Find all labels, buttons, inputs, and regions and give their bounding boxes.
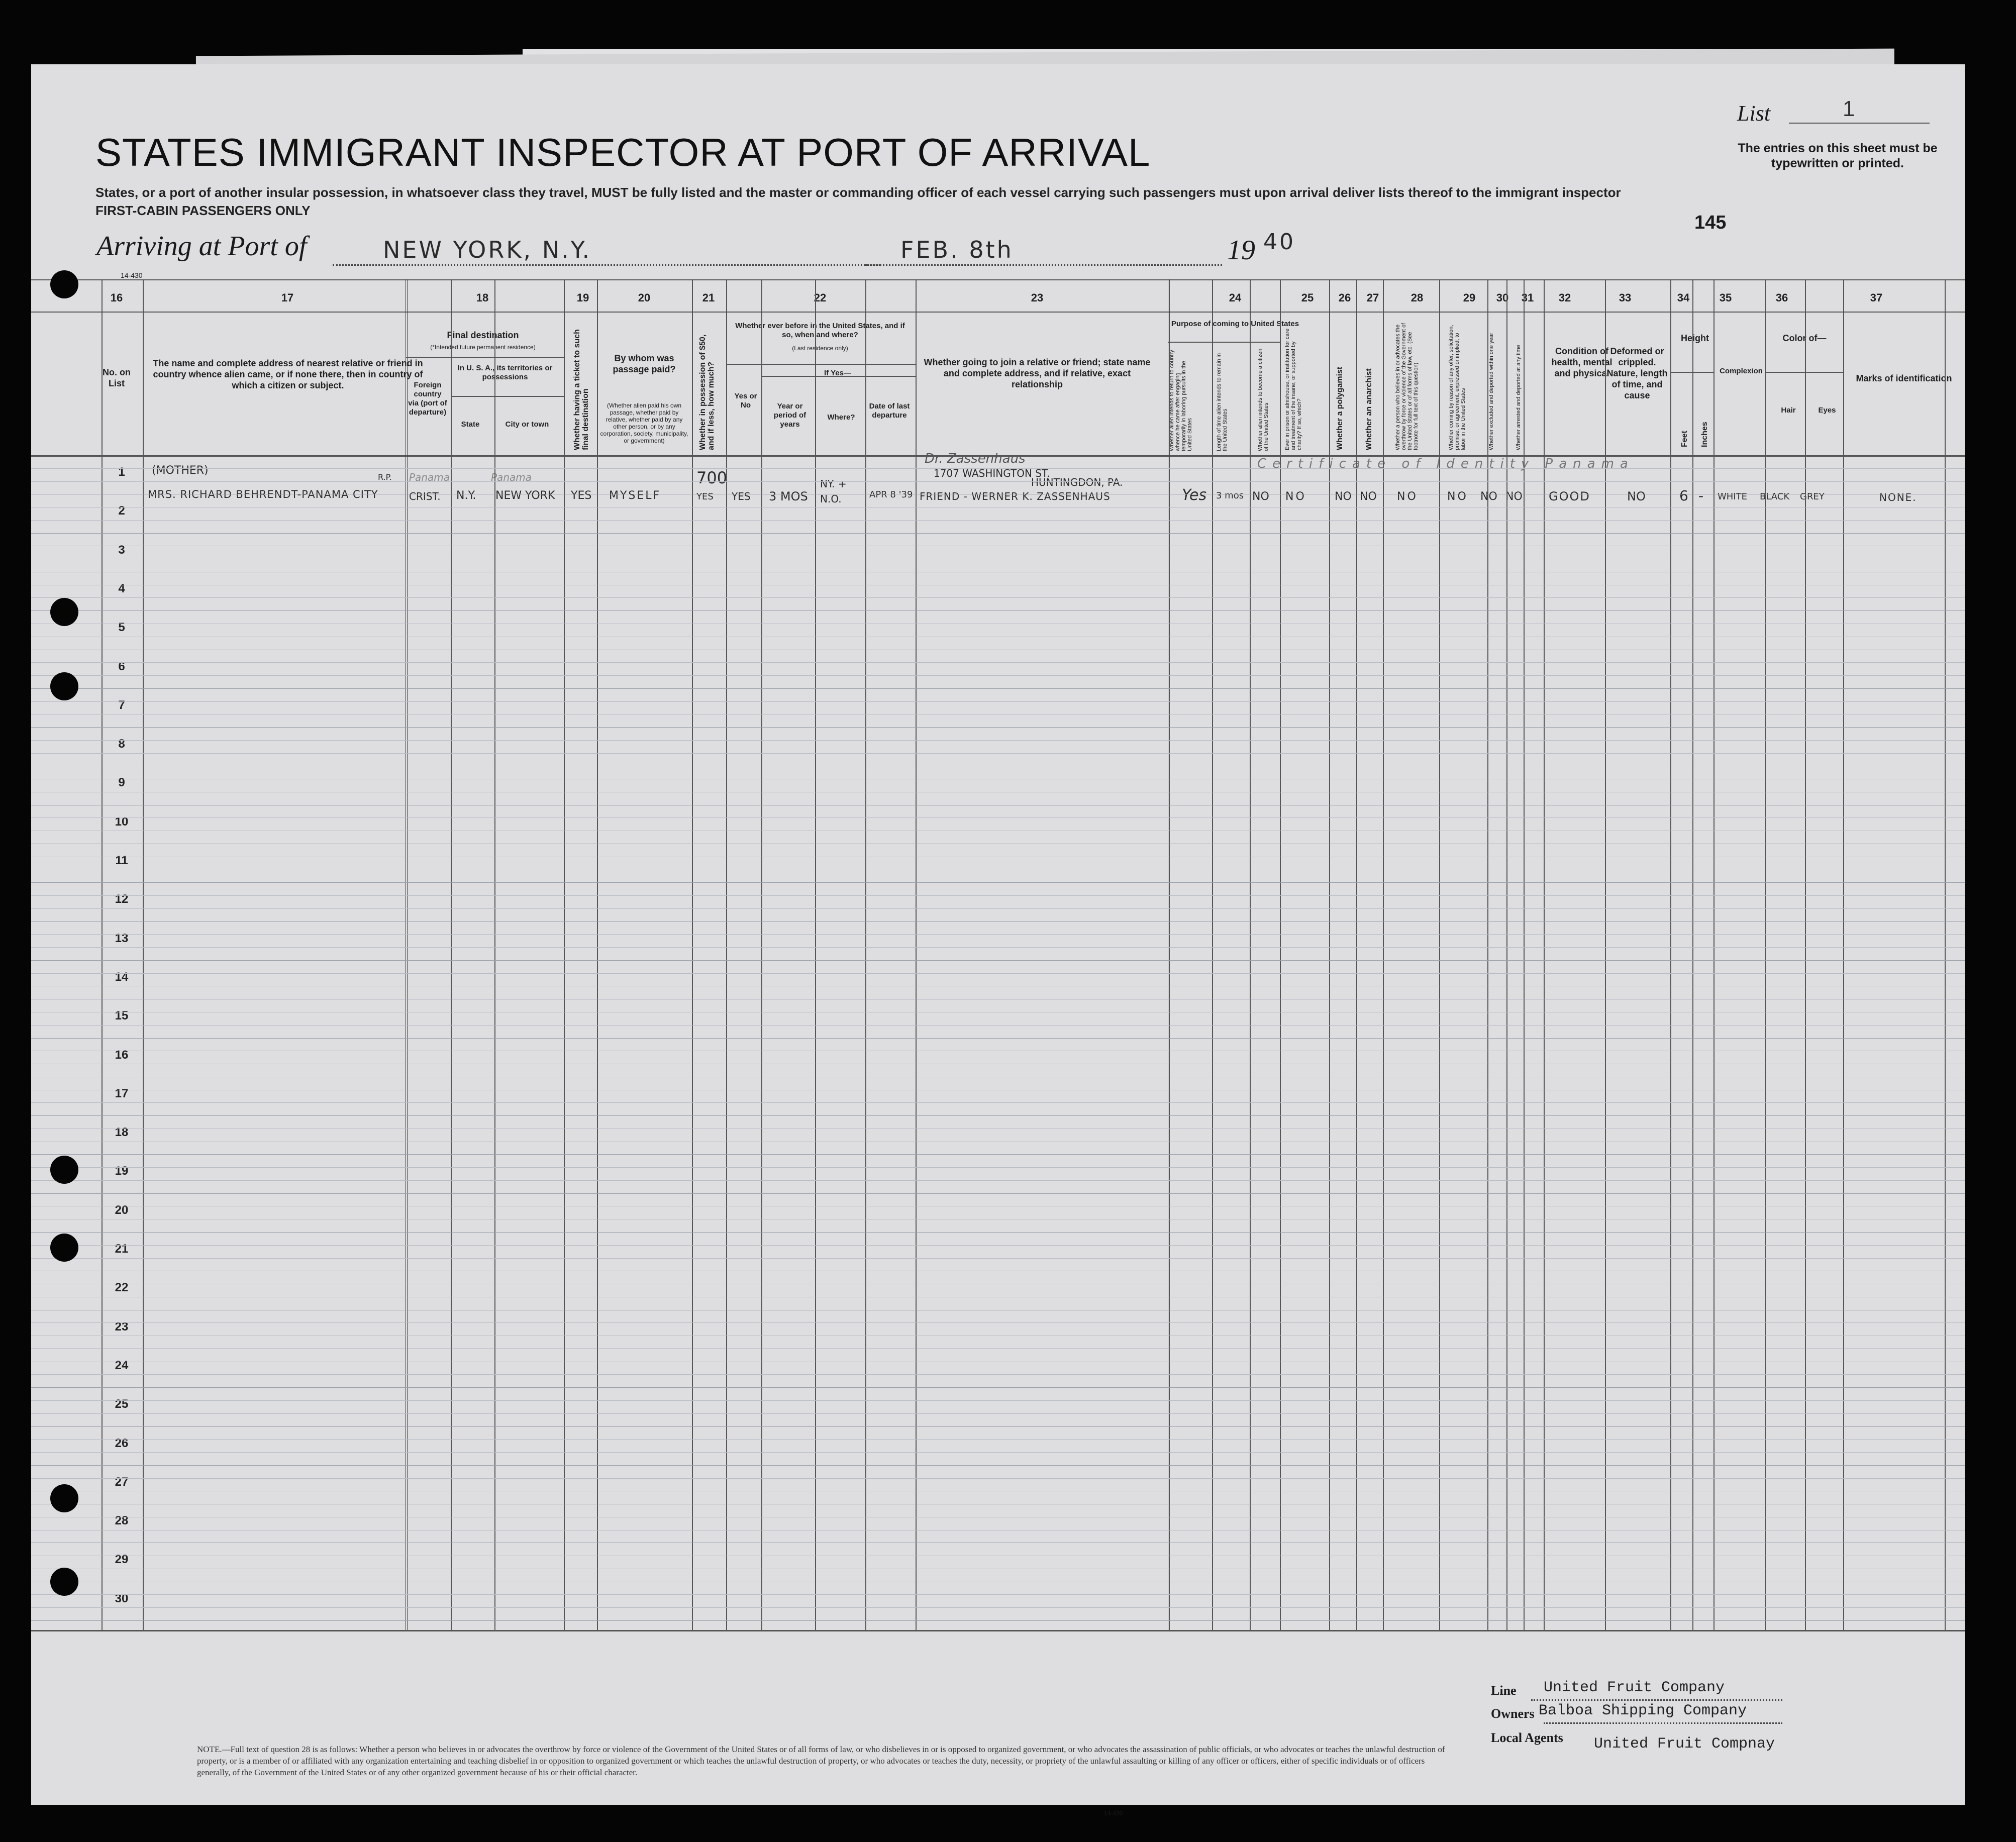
subheader-rule [406, 357, 564, 358]
subheader-rule [761, 376, 916, 377]
colnum-34: 34 [1677, 291, 1690, 304]
row-number: 26 [115, 1436, 129, 1450]
column-rule [406, 279, 408, 1630]
hdr-final-destination: Final destination [447, 330, 519, 340]
entry-arrested: NO [1505, 490, 1523, 503]
column-rule [1670, 279, 1671, 1630]
ruled-line [31, 1025, 1965, 1026]
ruled-line [31, 1465, 1965, 1466]
ruled-line [31, 1478, 1965, 1479]
entry-date-departure: APR 8 '39 [869, 489, 913, 500]
list-label: List [1737, 101, 1771, 126]
footnote-question-28: NOTE.—Full text of question 28 is as follows: Whether a person who believes in or advocates the overthrow by force or violence of the Government of the United States or of all forms of law, or who disbelieves in or is opposed to organized government, or who advocates the assassination of public officials, or who advocates or teaches the unlawful destruction of property, or is a member of or affiliated with any organization entertaining and teaching disbelief in or opposition to organized government or which teaches the unlawful destruction of property, or who advocates or teaches the duty, necessity, or propriety of the unlawful assaulting or killing of any officer or officers, either of specific individuals or of officers generally, of the Government of the United States or of any other organized government because of his or their official character. [197, 1745, 1445, 1777]
entry-feet: 6 [1679, 487, 1688, 504]
column-rule [1524, 279, 1525, 1630]
hdr-passage-paid: By whom was passage paid? [613, 353, 676, 374]
colnum-26: 26 [1338, 291, 1351, 304]
entry-marks: NONE. [1879, 491, 1917, 503]
ruled-line [31, 934, 1965, 935]
hdr-marks: Marks of identification [1856, 373, 1952, 383]
entry-paid-by: MYSELF [609, 489, 661, 502]
row-number: 16 [115, 1048, 129, 1062]
date-value: FEB. 8th [900, 236, 1014, 263]
class-note: FIRST-CABIN PASSENGERS ONLY [95, 203, 311, 218]
hdr-date-departure: Date of last departure [869, 402, 910, 420]
hdr-intend-citizen: Whether alien intends to become a citizen of the United States [1257, 348, 1269, 451]
binder-hole [50, 270, 78, 298]
column-rule [1439, 279, 1440, 1630]
ruled-line [31, 1245, 1965, 1246]
hdr-going-to-join: Whether going to join a relative or friend; state name and complete address, and if relative, exact relationship [924, 357, 1151, 389]
column-rule [1506, 279, 1507, 1630]
line-dotline [1531, 1699, 1782, 1701]
colnum-28: 28 [1410, 291, 1424, 304]
ruled-line [31, 973, 1965, 974]
entry-state: N.Y. [456, 489, 476, 502]
row-number: 10 [115, 814, 129, 829]
column-rule [494, 279, 495, 1630]
entry-deformed: NO [1627, 489, 1646, 503]
row-number: 23 [115, 1319, 129, 1334]
row-number: 22 [115, 1281, 129, 1295]
colnum-27: 27 [1366, 291, 1379, 304]
colnum-17: 17 [281, 291, 294, 304]
row-number: 11 [115, 854, 128, 867]
row-number: 13 [115, 931, 129, 945]
ruled-line [31, 1426, 1965, 1427]
column-rule [102, 279, 103, 1630]
colnum-31: 31 [1521, 291, 1534, 304]
ruled-line [31, 1607, 1965, 1608]
row-number: 28 [115, 1514, 129, 1528]
colnum-30: 30 [1496, 291, 1509, 304]
ruled-line [31, 610, 1965, 611]
colnum-20: 20 [638, 291, 651, 304]
year-value: 40 [1263, 229, 1295, 255]
page-title: STATES IMMIGRANT INSPECTOR AT PORT OF ARRIVAL [95, 130, 1151, 174]
column-rule [1805, 279, 1806, 1630]
row-number: 27 [115, 1475, 129, 1489]
ruled-line [31, 947, 1965, 948]
row-number: 1 [118, 465, 125, 479]
hdr-height: Height [1681, 333, 1709, 343]
column-rule [1329, 279, 1330, 1630]
entry-foreign-note: Panama [409, 471, 450, 483]
hdr-color-of: Color of— [1782, 333, 1827, 343]
binder-hole [50, 1568, 78, 1596]
ruled-line [31, 1400, 1965, 1401]
subheader-rule [451, 396, 564, 397]
entry-join-address: 1707 WASHINGTON ST. [934, 467, 1050, 479]
hdr-foreign-country: Foreign country via (port of departure) [408, 381, 447, 417]
ruled-line [31, 740, 1965, 741]
hdr-offer-labor: Whether coming by reason of any offer, solicitation, promise, or agreement, expressed or implied, to labor in the United States [1448, 325, 1466, 450]
subheader-rule [1168, 342, 1280, 343]
column-rule [1605, 279, 1606, 1630]
entry-city: NEW YORK [495, 489, 555, 502]
hdr-complexion: Complexion [1720, 367, 1763, 375]
instructions: States, or a port of another insular possession, in whatsoever class they travel, MUST be fully listed and the master or commanding officer of each vessel carrying such passengers must upon arrival deliver lists thereof to the immigrant inspector [95, 185, 1621, 200]
row-number: 24 [115, 1358, 129, 1372]
column-rule [564, 279, 565, 1630]
row-number: 19 [115, 1164, 129, 1178]
manifest-page [31, 64, 1965, 1817]
ruled-line [31, 468, 1965, 469]
agents-value: United Fruit Compnay [1594, 1735, 1775, 1753]
entry-money: 700 [696, 468, 728, 487]
table-bottom-rule [31, 1630, 1965, 1631]
entry-join-note: Dr. Zassenhaus [925, 451, 1026, 466]
footnote-form-code: 14-430 [1104, 1810, 1123, 1817]
column-rule [1544, 279, 1545, 1630]
ruled-line [31, 533, 1965, 534]
hdr-overthrow: Whether a person who believes in or advocates the overthrow by force or violence of the Government of the United States or of all forms of law, etc. (See footnote for full text of this question) [1395, 323, 1419, 450]
column-rule [1487, 279, 1488, 1630]
row-number: 5 [118, 621, 125, 635]
owners-dotline [1544, 1722, 1782, 1724]
hdr-possession-50: Whether in possession of $50, and if less, how much? [698, 334, 716, 450]
ruled-line [31, 753, 1965, 754]
colnum-24: 24 [1229, 291, 1242, 304]
column-rule [1212, 279, 1213, 1630]
ruled-line [31, 1413, 1965, 1414]
column-rule [1250, 279, 1251, 1630]
hdr-arrested: Whether arrested and deported at any time [1516, 345, 1522, 450]
colnum-21: 21 [702, 291, 715, 304]
colnum-16: 16 [110, 291, 123, 304]
row-number: 17 [115, 1086, 129, 1100]
ruled-line [31, 1387, 1965, 1388]
entry-citizen: NO [1252, 490, 1269, 503]
ruled-line [31, 520, 1965, 521]
subheader-rule [1670, 372, 1713, 373]
ruled-line [31, 882, 1965, 883]
hdr-ever-before-sub: (Last residence only) [792, 345, 848, 352]
agents-label: Local Agents [1491, 1730, 1563, 1745]
hdr-in-usa: In U. S. A., its territories or possessions [457, 364, 553, 381]
ruled-line [31, 727, 1965, 728]
hdr-where: Where? [827, 413, 855, 422]
entry-foreign-country: CRIST. [409, 490, 441, 502]
hdr-hair: Hair [1781, 406, 1796, 415]
column-rule [726, 279, 727, 1630]
column-rule [1383, 279, 1384, 1630]
ruled-line [31, 675, 1965, 676]
column-rule [1843, 279, 1844, 1630]
line-label: Line [1491, 1683, 1517, 1698]
ruled-line [31, 1102, 1965, 1103]
hdr-eyes: Eyes [1818, 406, 1836, 415]
ruled-line [31, 1439, 1965, 1440]
owners-label: Owners [1491, 1706, 1535, 1721]
hdr-feet: Feet [1680, 431, 1689, 447]
ruled-line [31, 1115, 1965, 1116]
hdr-purpose: Purpose of coming to United States [1171, 320, 1299, 328]
hdr-city-or-town: City or town [505, 420, 549, 429]
hdr-ticket: Whether having a ticket to such final destination [573, 329, 590, 450]
ruled-line [31, 817, 1965, 818]
ruled-line [31, 597, 1965, 598]
column-rule [1765, 279, 1766, 1630]
entry-polygamist: NO [1335, 490, 1352, 503]
ruled-line [31, 1452, 1965, 1453]
colnum-19: 19 [576, 291, 589, 304]
row-number: 14 [115, 970, 129, 984]
ruled-line [31, 701, 1965, 702]
hdr-polygamist: Whether a polygamist [1336, 366, 1344, 450]
entry-anarchist: NO [1360, 490, 1377, 503]
entry-ticket: YES [571, 489, 592, 502]
entry-relative-note: (MOTHER) [152, 464, 209, 477]
colnum-37: 37 [1870, 291, 1883, 304]
ruled-line [31, 1322, 1965, 1323]
binder-hole [50, 1156, 78, 1184]
hdr-excluded: Whether excluded and deported within one year [1488, 333, 1494, 450]
column-rule [143, 279, 144, 1630]
ruled-line [31, 1374, 1965, 1375]
row-number: 18 [115, 1125, 129, 1140]
hdr-if-yes: If Yes— [824, 369, 851, 377]
ruled-line [31, 481, 1965, 482]
row-number: 15 [115, 1009, 129, 1023]
list-value: 1 [1843, 96, 1855, 121]
entry-state-note: Panama [491, 471, 532, 483]
column-rule [1692, 279, 1693, 1630]
hdr-state: State [461, 420, 480, 429]
ruled-line [31, 895, 1965, 896]
binder-hole [50, 598, 78, 626]
column-rule [1280, 279, 1281, 1630]
ruled-line [31, 960, 1965, 961]
arriving-label: Arriving at Port of [96, 231, 307, 262]
ruled-line [31, 1167, 1965, 1168]
hdr-inches: Inches [1700, 422, 1709, 447]
entry-overwrite: Certificate of Identity Panama [1257, 456, 1634, 471]
column-rule [692, 279, 693, 1630]
hdr-relative-address: The name and complete address of nearest relative or friend in country whence alien came, or if none there, then in country of which a citizen or subject. [153, 358, 423, 390]
hdr-deformed: Deformed or crippled. Nature, length of time, and cause [1606, 346, 1668, 400]
year-prefix: 19 [1227, 235, 1255, 266]
column-rule [1168, 279, 1170, 1630]
subheader-rule [1765, 372, 1843, 373]
hdr-final-destination-sub: (*Intended future permanent residence) [430, 344, 536, 351]
manifest-table [31, 64, 1965, 1805]
hdr-anarchist: Whether an anarchist [1365, 368, 1373, 450]
entry-where: NY. + N.O. [820, 478, 847, 505]
row-number: 3 [118, 543, 125, 557]
entry-eyes: GREY [1800, 491, 1825, 502]
hdr-passage-paid-note: (Whether alien paid his own passage, whether paid by relative, whether paid by any other person, or by any corporation, society, municipality, or government) [600, 402, 688, 444]
form-code: 14-430 [121, 271, 143, 279]
colnum-36: 36 [1775, 291, 1788, 304]
subheader-rule [726, 364, 916, 365]
entry-overthrow: NO [1397, 490, 1418, 503]
typewritten-note: The entries on this sheet must be typewritten or printed. [1738, 141, 1938, 170]
binder-hole [50, 672, 78, 700]
entry-length: 3 mos [1216, 490, 1244, 501]
ruled-line [31, 1594, 1965, 1595]
column-rule [916, 279, 917, 1630]
hdr-length-stay: Length of time alien intends to remain in the United States [1216, 353, 1228, 451]
row-number: 6 [118, 659, 125, 673]
entry-years: 3 MOS [769, 489, 808, 503]
colnum-29: 29 [1463, 291, 1476, 304]
row-number: 25 [115, 1397, 129, 1411]
colnum-22: 22 [814, 291, 827, 304]
entry-complexion: WHITE [1718, 491, 1748, 502]
entry-hair: BLACK [1760, 491, 1790, 502]
row-number: 2 [118, 504, 125, 518]
entry-labor: NO [1447, 490, 1468, 503]
ruled-line [31, 908, 1965, 909]
table-top-rule [31, 279, 1965, 280]
row-number: 12 [115, 892, 129, 906]
header-rule [31, 312, 1965, 313]
hdr-prison: Ever in prison or almshouse, or institution for care and treatment of the insane, or supported by charity? If so, which? [1284, 328, 1302, 450]
column-rule [1356, 279, 1357, 1630]
port-value: NEW YORK, N.Y. [383, 236, 592, 263]
entry-join-city: HUNTINGDON, PA. [1031, 476, 1123, 488]
column-rule [815, 279, 816, 1630]
entry-join: FRIEND - WERNER K. ZASSENHAUS [920, 490, 1111, 502]
entry-money-yes: YES [696, 491, 714, 502]
colnum-32: 32 [1558, 291, 1571, 304]
binder-hole [50, 1484, 78, 1512]
hdr-yes-no: Yes or No [734, 392, 757, 410]
column-rule [761, 279, 762, 1630]
colnum-25: 25 [1301, 291, 1314, 304]
row-number: 30 [115, 1591, 129, 1605]
entry-excluded: NO [1480, 490, 1497, 503]
hdr-intend-return: Whether alien intends to return to country whence he came after engaging temporarily in laboring pursuits in the United States [1169, 350, 1193, 451]
row-number: 21 [115, 1242, 129, 1256]
binder-hole [50, 1234, 78, 1262]
entry-prison: NO [1285, 490, 1306, 503]
ruled-line [31, 1258, 1965, 1259]
ruled-line [31, 1232, 1965, 1233]
owners-value: Balboa Shipping Company [1539, 1702, 1747, 1719]
colnum-35: 35 [1719, 291, 1732, 304]
entry-before-yes: YES [732, 490, 751, 502]
hdr-no-on-list: No. on List [103, 367, 131, 388]
ruled-line [31, 1038, 1965, 1039]
row-number: 4 [118, 581, 125, 595]
hdr-period-years: Year or period of years [773, 402, 807, 429]
column-rule [865, 279, 866, 1630]
column-rule [451, 279, 452, 1630]
column-rule [1945, 279, 1946, 1630]
colnum-33: 33 [1619, 291, 1632, 304]
ruled-line [31, 662, 1965, 663]
ruled-line [31, 1620, 1965, 1621]
colnum-18: 18 [476, 291, 489, 304]
sheet-number: 145 [1694, 212, 1727, 233]
row-number: 20 [115, 1203, 129, 1217]
line-value: United Fruit Company [1544, 1679, 1725, 1696]
row-number: 8 [118, 737, 125, 751]
entry-inches: - [1698, 487, 1704, 504]
colnum-23: 23 [1031, 291, 1044, 304]
entry-return: Yes [1182, 486, 1207, 504]
ruled-line [31, 1180, 1965, 1181]
entry-health: GOOD [1549, 489, 1590, 503]
column-rule [1713, 279, 1715, 1630]
row-number: 7 [118, 698, 125, 712]
entry-relative: MRS. RICHARD BEHRENDT-PANAMA CITY [148, 488, 378, 500]
row-number: 29 [115, 1553, 129, 1567]
hdr-health: Condition of health, mental and physical [1551, 346, 1612, 378]
ruled-line [31, 1193, 1965, 1194]
entry-relative-rp: R.P. [378, 472, 392, 482]
row-number: 9 [118, 776, 125, 790]
ruled-line [31, 1154, 1965, 1155]
hdr-ever-before: Whether ever before in the United States, and if so, when and where? [735, 322, 905, 339]
column-rule [597, 279, 598, 1630]
ruled-line [31, 688, 1965, 689]
